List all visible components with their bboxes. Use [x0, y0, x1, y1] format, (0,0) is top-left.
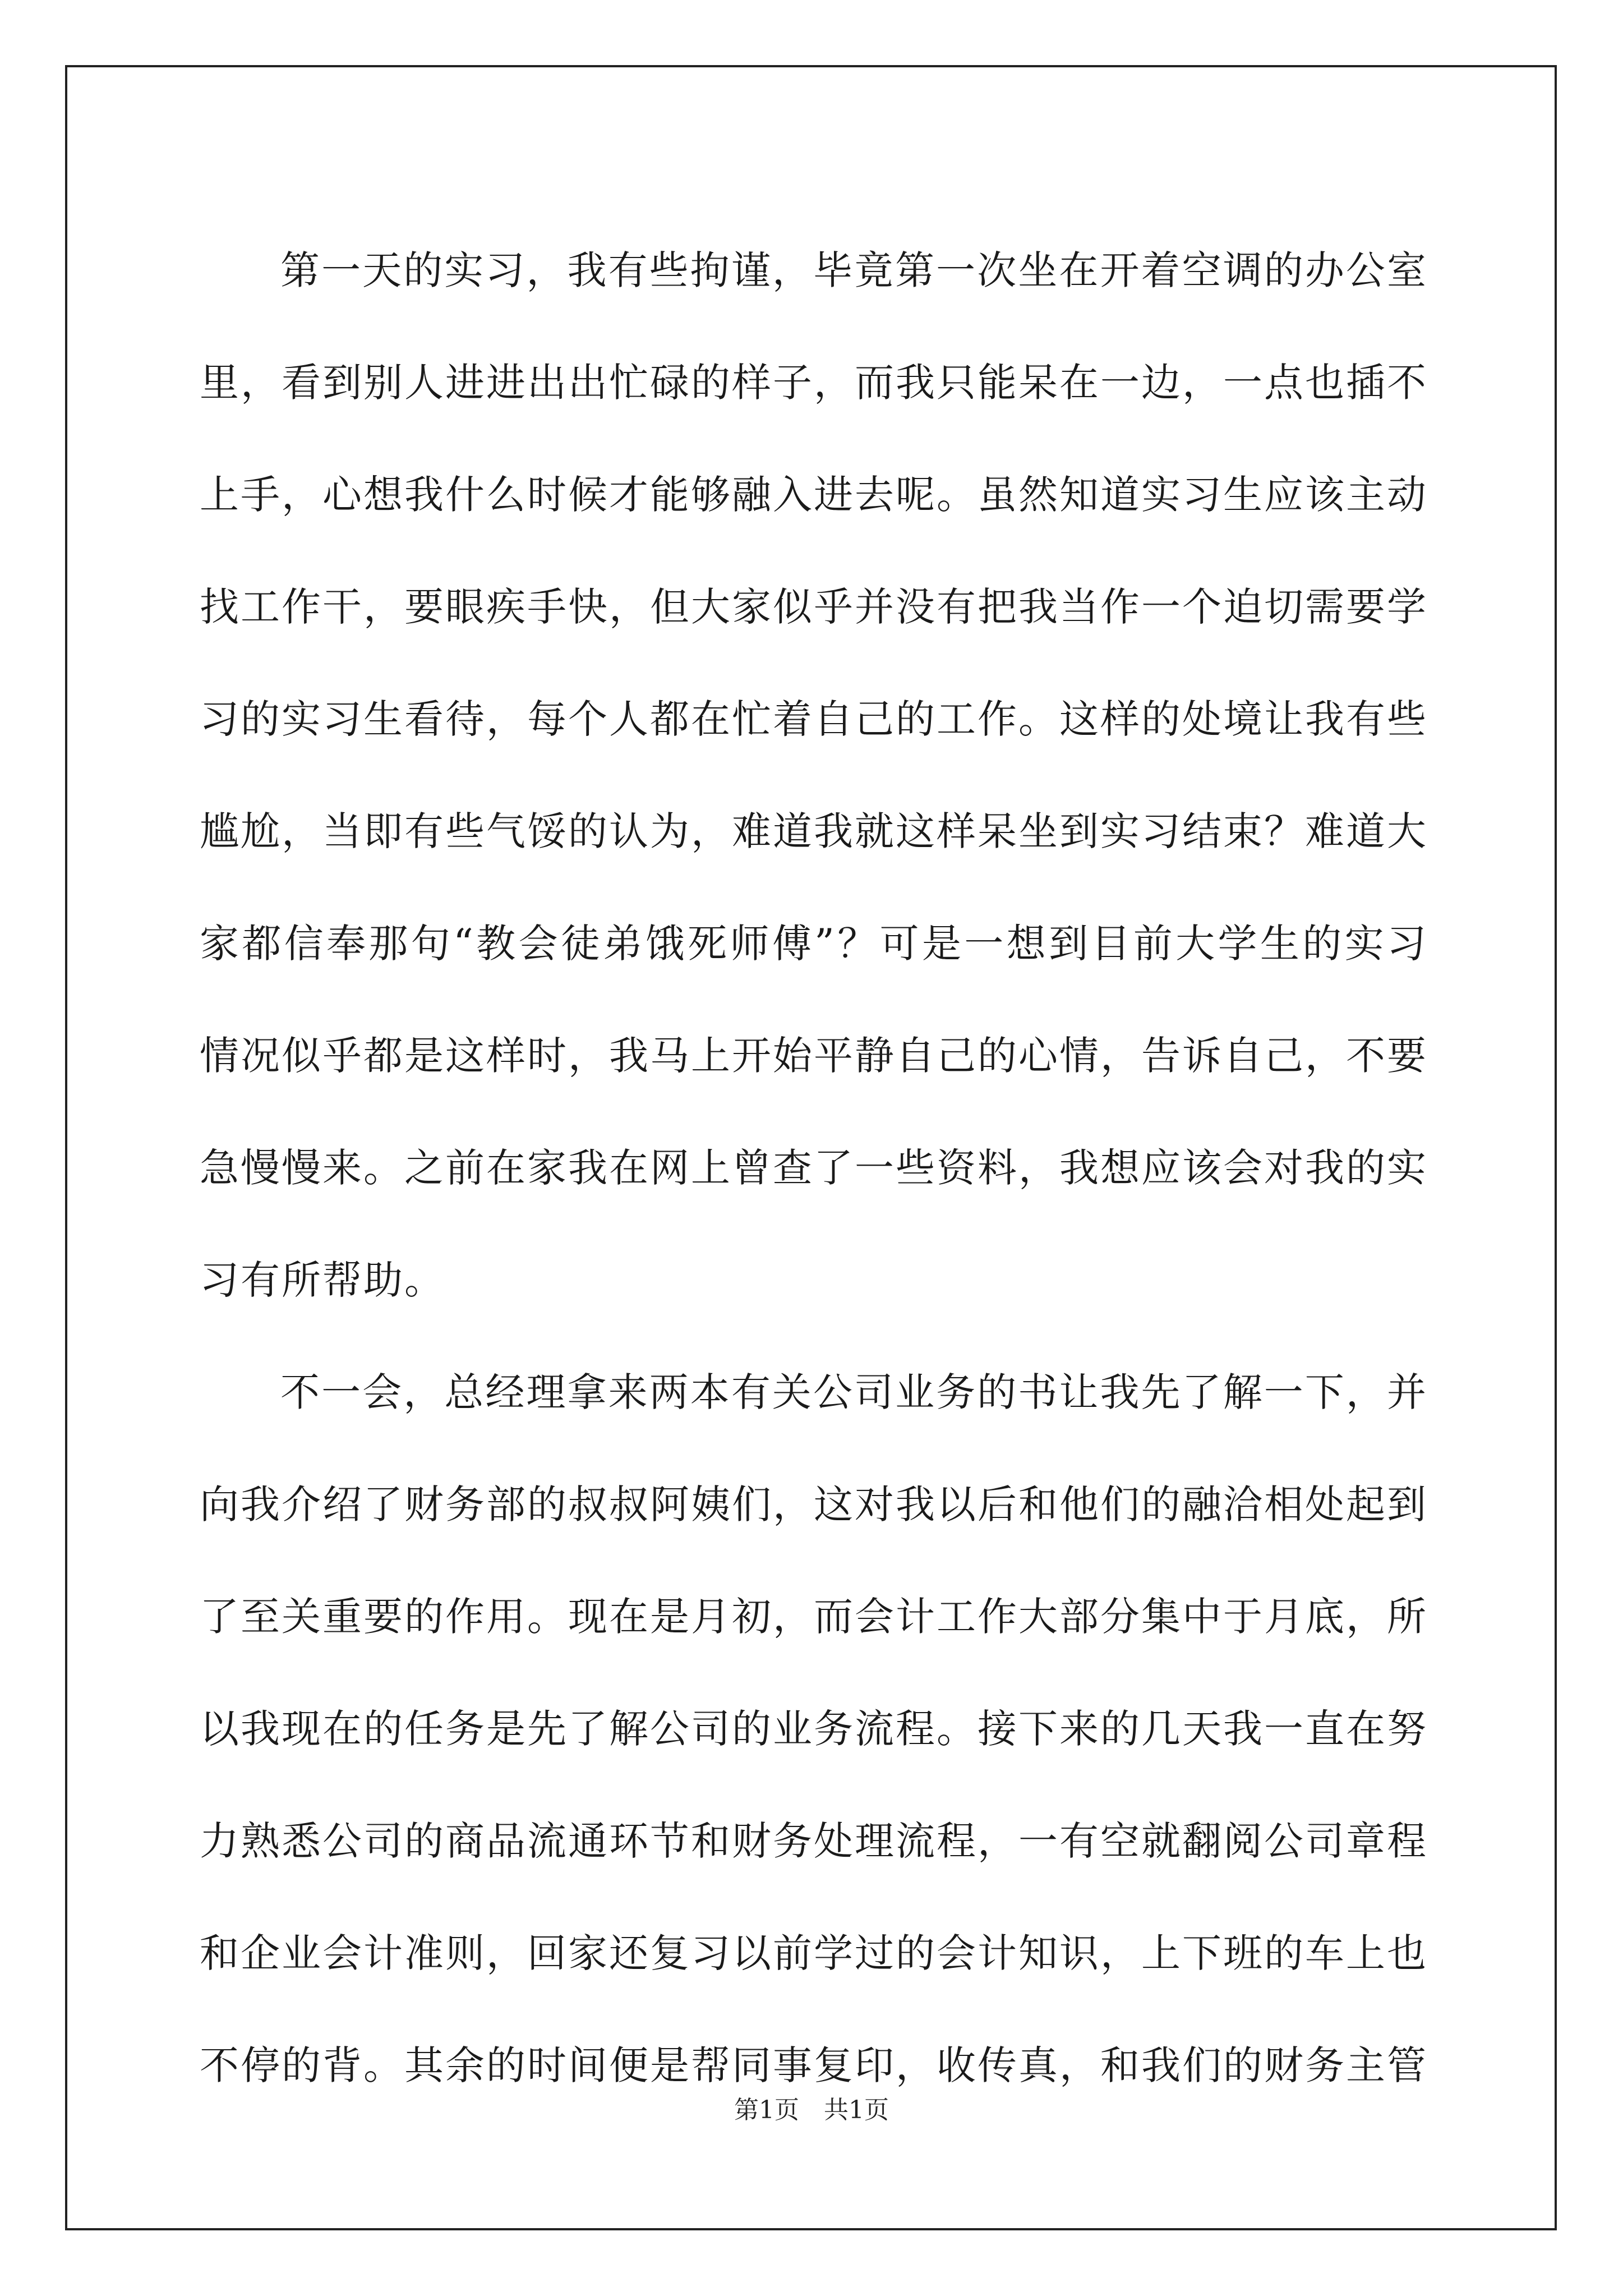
page-number-footer: 第1页 共1页	[734, 2096, 889, 2124]
paragraph-1: 第一天的实习，我有些拘谨，毕竟第一次坐在开着空调的办公室里，看到别人进进出出忙碌的样子，而我只能呆在一边，一点也插不上手，心想我什么时候才能够融入进去呢。虽然知道实习生应该主动找工作干，要眼疾手快，但大家似乎并没有把我当作一个迫切需要学习的实习生看待，每个人都在忙着自己的工作。这样的处境让我有些尴尬，当即有些气馁的认为，难道我就这样呆坐到实习结束？难道大家都信奉那句“教会徒弟饿死师傅”？可是一想到目前大学生的实习情况似乎都是这样时，我马上开始平静自己的心情，告诉自己，不要急慢慢来。之前在家我在网上曾查了一些资料，我想应该会对我的实习有所帮助。	[200, 247, 1428, 1303]
paragraph-2: 不一会，总经理拿来两本有关公司业务的书让我先了解一下，并向我介绍了财务部的叔叔阿姨们，这对我以后和他们的融洽相处起到了至关重要的作用。现在是月初，而会计工作大部分集中于月底，所以我现在的任务是先了解公司的业务流程。接下来的几天我一直在努力熟悉公司的商品流通环节和财务处理流程，一有空就翻阅公司章程和企业会计准则，回家还复习以前学过的会计知识，上下班的车上也不停的背。其余的时间便是帮同事复印，收传真，和我们的财务主管	[200, 1369, 1428, 2088]
document-body	[200, 214, 1428, 2122]
